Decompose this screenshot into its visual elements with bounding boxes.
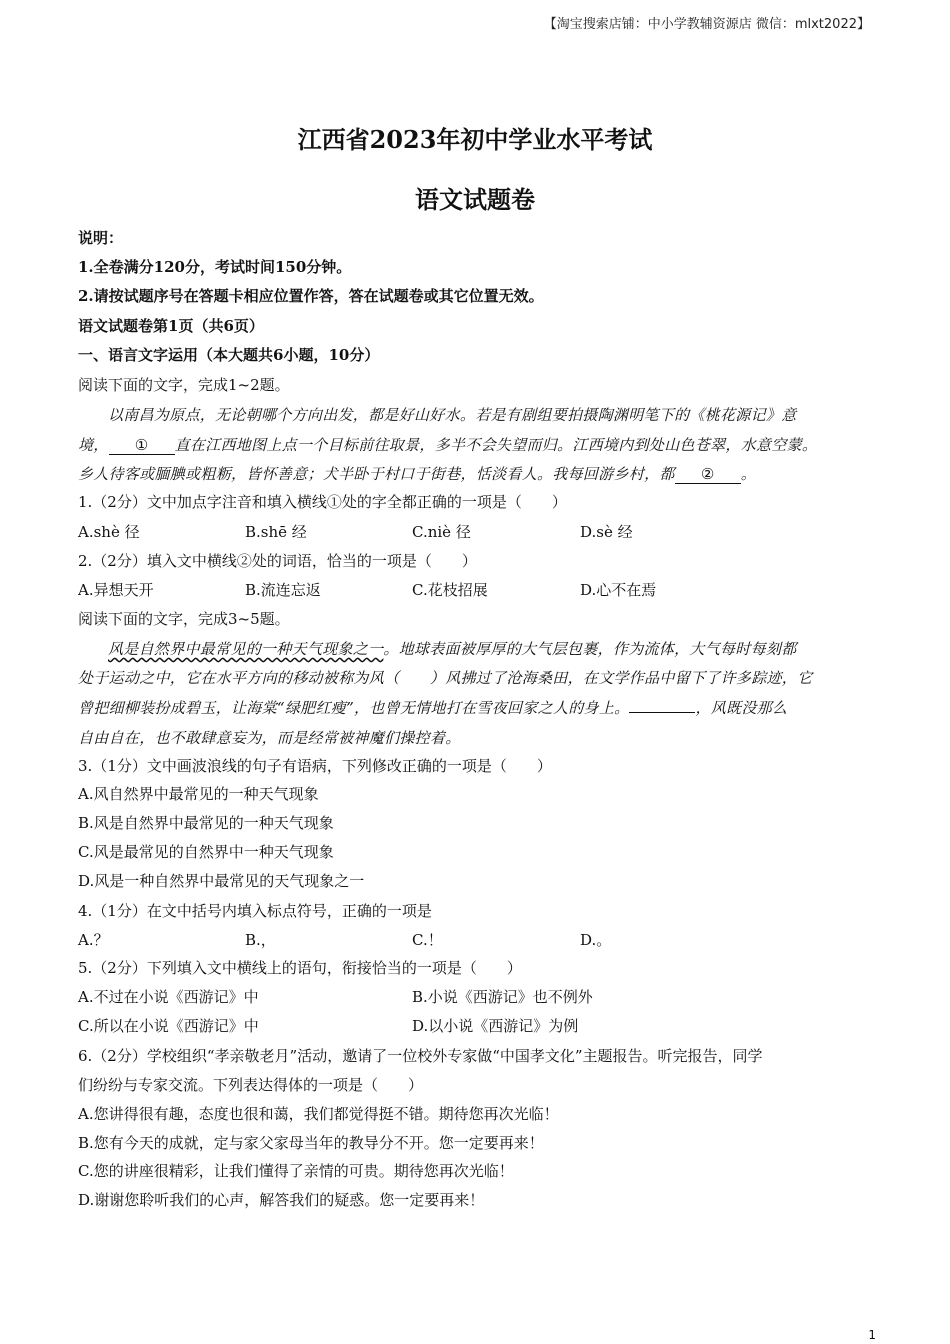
- question-6-stem-line1: 6.（2分）学校组织“孝亲敬老月”活动，邀请了一位校外专家做“中国孝文化”主题报告。听完报告，同学: [78, 1047, 763, 1065]
- passage2-line4: 自由自在，也不敢肆意妄为，而是经常被神魔们操控着。: [78, 729, 461, 747]
- wavy-underlined-sentence: 风是自然界中最常见的一种天气现象之一: [108, 640, 384, 658]
- notes-heading: 说明：: [78, 229, 124, 247]
- q3-option-c: C.风是最常见的自然界中一种天气现象: [78, 843, 334, 861]
- note-1: 1.全卷满分120分，考试时间150分钟。: [78, 258, 352, 276]
- section-heading: 一、语言文字运用（本大题共6小题，10分）: [78, 346, 380, 364]
- exam-subtitle: 语文试题卷: [415, 185, 535, 214]
- passage2-line2: 处于运动之中，它在水平方向的移动被称为风（ ）风拂过了沧海桑田，在文学作品中留下了许多踪迹，它: [78, 669, 813, 687]
- q1-option-a: A.shè 径: [78, 523, 140, 541]
- page-header-watermark: 【淘宝搜索店铺：中小学教辅资源店 微信：mlxt2022】: [543, 17, 870, 32]
- q6-option-d: D.谢谢您聆听我们的心声，解答我们的疑惑。您一定要再来！: [78, 1191, 485, 1209]
- question-6-stem-line2: 们纷纷与专家交流。下列表达得体的一项是（ ）: [78, 1076, 424, 1094]
- q3-option-d: D.风是一种自然界中最常见的天气现象之一: [78, 872, 365, 890]
- q4-option-b: B.，: [245, 931, 276, 949]
- passage1-line2-start: 境，: [78, 436, 109, 454]
- q2-option-c: C.花枝招展: [412, 581, 488, 599]
- passage1-line3: [78, 463, 878, 484]
- blank-3: [629, 712, 695, 713]
- note-2: 2.请按试题序号在答题卡相应位置作答，答在试题卷或其它位置无效。: [78, 287, 544, 305]
- q5-option-d: D.以小说《西游记》为例: [412, 1017, 579, 1035]
- q5-option-c: C.所以在小说《西游记》中: [78, 1017, 259, 1035]
- q2-option-b: B.流连忘返: [245, 581, 321, 599]
- q6-option-a: A.您讲得很有趣，态度也很和蔼，我们都觉得挺不错。期待您再次光临！: [78, 1105, 559, 1123]
- q1-option-d: D.sè 经: [580, 523, 633, 541]
- q3-option-a: A.风自然界中最常见的一种天气现象: [78, 785, 319, 803]
- passage1-line2: [78, 434, 878, 455]
- passage2-line3-end: ，风既没那么: [695, 699, 788, 717]
- question-1-stem: 1.（2分）文中加点字注音和填入横线①处的字全都正确的一项是（ ）: [78, 493, 567, 511]
- page-number: 1: [868, 1328, 876, 1342]
- passage1-line3-start: 乡人待客或腼腆或粗粝，皆怀善意；犬半卧于村口于街巷，恬淡看人。我每回游乡村，都: [78, 465, 675, 483]
- q5-option-a: A.不过在小说《西游记》中: [78, 988, 259, 1006]
- passage1-line2-end: 直在江西地图上点一个目标前往取景，多半不会失望而归。江西境内到处山色苍翠，水意空蒙。: [174, 436, 818, 454]
- blank-2: ②: [675, 465, 741, 484]
- question-5-stem: 5.（2分）下列填入文中横线上的语句，衔接恰当的一项是（ ）: [78, 959, 522, 977]
- reading-instruction-1: 阅读下面的文字，完成1~2题。: [78, 376, 290, 394]
- passage2-line3-start: 曾把细柳装扮成碧玉，让海棠“绿肥红瘦”，也曾无情地打在雪夜回家之人的身上。: [78, 699, 630, 717]
- q4-option-d: D.。: [580, 931, 612, 949]
- passage1-line1: 以南昌为原点，无论朝哪个方向出发，都是好山好水。若是有剧组要拍摄陶渊明笔下的《桃花源记》意: [108, 406, 797, 424]
- blank-1: ①: [109, 436, 175, 455]
- reading-instruction-2: 阅读下面的文字，完成3~5题。: [78, 610, 290, 628]
- q6-option-c: C.您的讲座很精彩，让我们懂得了亲情的可贵。期待您再次光临！: [78, 1162, 514, 1180]
- q3-option-b: B.风是自然界中最常见的一种天气现象: [78, 814, 334, 832]
- q4-option-c: C.！: [412, 931, 443, 949]
- exam-title: 江西省2023年初中学业水平考试: [297, 125, 653, 154]
- q4-option-a: A.？: [78, 931, 109, 949]
- q1-option-c: C.niè 径: [412, 523, 471, 541]
- question-3-stem: 3.（1分）文中画波浪线的句子有语病，下列修改正确的一项是（ ）: [78, 757, 552, 775]
- passage2-line3: [78, 697, 878, 718]
- page-info: 语文试题卷第1页（共6页）: [78, 317, 264, 335]
- question-4-stem: 4.（1分）在文中括号内填入标点符号，正确的一项是: [78, 902, 432, 920]
- passage1-line3-end: 。: [740, 465, 757, 483]
- passage2-line1: [78, 638, 878, 659]
- q2-option-a: A.异想天开: [78, 581, 154, 599]
- q6-option-b: B.您有今天的成就，定与家父家母当年的教导分不开。您一定要再来！: [78, 1134, 544, 1152]
- passage2-line1-rest: 。地球表面被厚厚的大气层包裹，作为流体，大气每时每刻都: [383, 640, 797, 658]
- q1-option-b: B.shē 经: [245, 523, 307, 541]
- question-2-stem: 2.（2分）填入文中横线②处的词语，恰当的一项是（ ）: [78, 552, 477, 570]
- q5-option-b: B.小说《西游记》也不例外: [412, 988, 593, 1006]
- q2-option-d: D.心不在焉: [580, 581, 657, 599]
